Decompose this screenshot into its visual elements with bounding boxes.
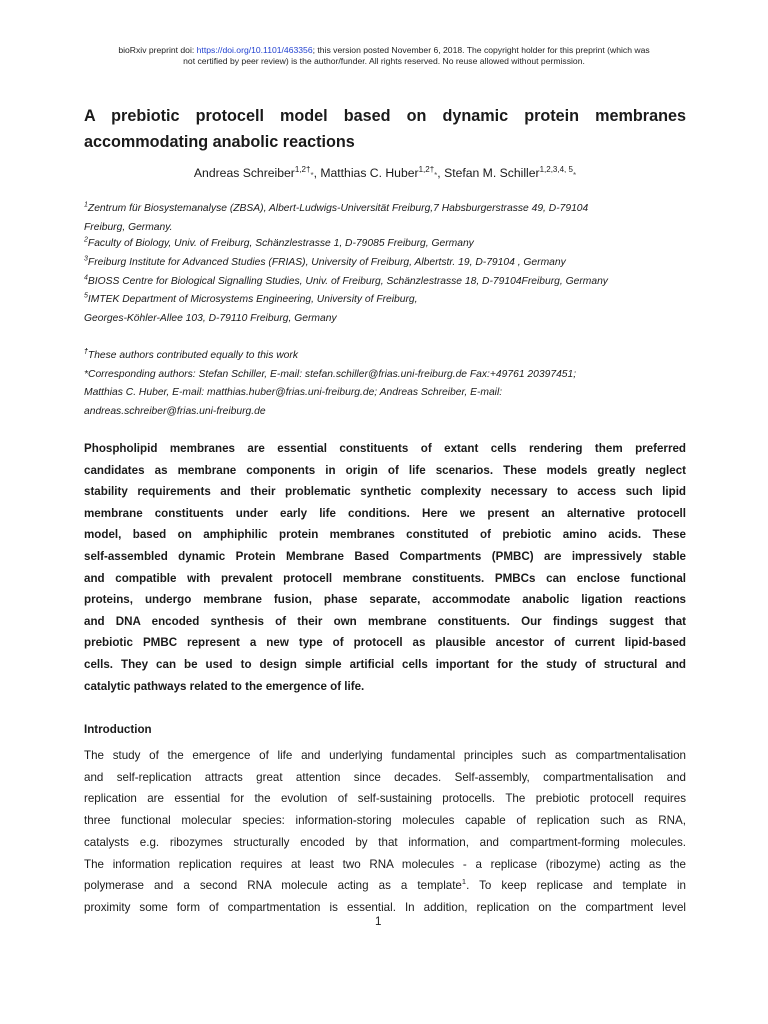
corresponding-authors-line: Matthias C. Huber, E-mail: matthias.huber@frias.uni-freiburg.de; Andreas Schreiber, E-mail:: [84, 387, 503, 398]
affiliation-2: [84, 234, 688, 253]
affiliation-1: [84, 199, 688, 237]
paper-title: [84, 103, 686, 155]
affiliation-number: 5: [84, 292, 88, 300]
abstract-line: cells. They can be used to design simple artificial cells important for the study of structural and: [84, 657, 686, 671]
title-line-1: A prebiotic protocell model based on dynamic protein membranes: [84, 107, 686, 125]
affiliation-text: IMTEK Department of Microsystems Engineering, University of Freiburg,: [87, 294, 418, 305]
body-line: replication are essential for the evolution of self-sustaining protocells. The prebiotic protocell requires: [84, 792, 686, 806]
affiliation-3: [84, 253, 688, 272]
body-text: polymerase and a second RNA molecule acting as a template: [84, 879, 462, 893]
affiliation-text: BIOSS Centre for Biological Signalling Studies, Univ. of Freiburg, Schänzlestrasse 18, D-79104Freiburg, Germany: [87, 276, 608, 287]
author-separator: ,: [437, 166, 445, 180]
affiliation-text-cont: Freiburg, Germany.: [84, 222, 173, 233]
abstract-line: catalytic pathways related to the emergence of life.: [84, 679, 365, 693]
author-name: Matthias C. Huber: [320, 166, 419, 180]
affiliation-5: [84, 290, 688, 328]
abstract-line: candidates as membrane components in origin of life scenarios. These models greatly neglect: [84, 463, 686, 477]
citation-superscript: 1: [461, 877, 467, 887]
abstract-line: prebiotic PMBC represent a new type of protocell as plausible ancestor of current lipid-based: [84, 636, 686, 650]
affiliation-number: 4: [84, 274, 88, 282]
affiliation-text: Zentrum für Biosystemanalyse (ZBSA), Albert-Ludwigs-Universität Freiburg,7 Habsburgerstrasse 49, D-79104: [87, 203, 589, 214]
corresponding-mark: *: [572, 171, 577, 180]
corresponding-mark: *: [310, 171, 314, 180]
abstract-line: and compatible with prevalent protocell membrane constituents. PMBCs can enclose functional: [84, 571, 686, 585]
body-text: . To keep replicase and template in: [466, 879, 686, 893]
page-number: 1: [375, 915, 382, 928]
notice-text: ; this version posted November 6, 2018. The copyright holder for this preprint (which was: [312, 45, 650, 55]
abstract: [84, 438, 686, 697]
section-heading-introduction: Introduction: [84, 723, 152, 736]
affiliation-text: Freiburg Institute for Advanced Studies (FRIAS), University of Freiburg, Albertstr. 19, D-79104 , Germany: [87, 257, 566, 268]
body-line: three functional molecular species: information-storing molecules capable of replication such as RNA,: [84, 814, 686, 828]
body-line: The study of the emergence of life and underlying fundamental principles such as compartmentalisation: [84, 749, 686, 762]
body-line: proximity some form of compartmentation is essential. In addition, replication on the compartment level: [84, 900, 686, 914]
abstract-line: membrane constituents under early life conditions. Here we present an alternative protocell: [84, 506, 686, 520]
affiliation-4: [84, 272, 688, 291]
author-name: Stefan M. Schiller: [444, 166, 540, 180]
abstract-line: and DNA encoded synthesis of their own membrane constituents. Our findings suggest that: [84, 614, 686, 628]
body-line: The information replication requires at least two RNA molecules - a replicase (ribozyme) acting as the: [84, 857, 686, 871]
author-affiliation-sup: 1,2†: [418, 164, 435, 174]
affiliation-text-cont: Georges-Köhler-Allee 103, D-79110 Freiburg, Germany: [84, 313, 337, 324]
doi-link[interactable]: https://doi.org/10.1101/463356: [196, 45, 313, 55]
body-line: and self-replication attracts great attention since decades. Self-assembly, compartmentalisation and: [84, 770, 686, 784]
abstract-line: self-assembled dynamic Protein Membrane Based Compartments (PMBC) are impressively stable: [84, 549, 686, 563]
introduction-body: [84, 745, 686, 919]
body-line: catalysts e.g. ribozymes structurally encoded by that information, and compartment-forming molecules.: [84, 835, 686, 849]
author-name: Andreas Schreiber: [193, 166, 295, 180]
corresponding-authors-line: andreas.schreiber@frias.uni-freiburg.de: [84, 405, 266, 417]
author-affiliation-sup: 1,2†: [294, 164, 311, 174]
preprint-notice: [60, 45, 708, 67]
author-list: [84, 164, 686, 185]
equal-contribution-note: These authors contributed equally to this work: [87, 350, 298, 361]
affiliation-text: Faculty of Biology, Univ. of Freiburg, Schänzlestrasse 1, D-79085 Freiburg, Germany: [87, 238, 474, 249]
author-notes: [84, 347, 688, 421]
notice-prefix: bioRxiv preprint doi:: [118, 45, 197, 55]
abstract-line: proteins, undergo membrane fusion, phase separate, accommodate anabolic ligation reactions: [84, 593, 686, 607]
dagger-mark: †: [84, 348, 88, 356]
corresponding-mark: *: [434, 171, 438, 180]
corresponding-authors-line: *Corresponding authors: Stefan Schiller, E-mail: stefan.schiller@frias.uni-freiburg.de Fax:+49761 20397451;: [84, 368, 577, 380]
abstract-line: Phospholipid membranes are essential constituents of extant cells rendering them preferred: [84, 442, 686, 455]
affiliation-number: 1: [84, 201, 88, 209]
abstract-line: stability requirements and their problematic synthetic complexity necessary to access such lipid: [84, 485, 686, 499]
author-affiliation-sup: 1,2,3,4, 5: [539, 164, 573, 174]
affiliation-number: 2: [84, 236, 88, 244]
author-separator: ,: [313, 166, 321, 180]
body-line: [84, 875, 686, 897]
title-line-2: accommodating anabolic reactions: [84, 133, 355, 151]
abstract-line: model, based on amphiphilic protein membranes constituted of prebiotic amino acids. These: [84, 528, 686, 542]
notice-line-2: not certified by peer review) is the author/funder. All rights reserved. No reuse allowed without permission.: [183, 56, 585, 66]
affiliation-number: 3: [84, 255, 88, 263]
